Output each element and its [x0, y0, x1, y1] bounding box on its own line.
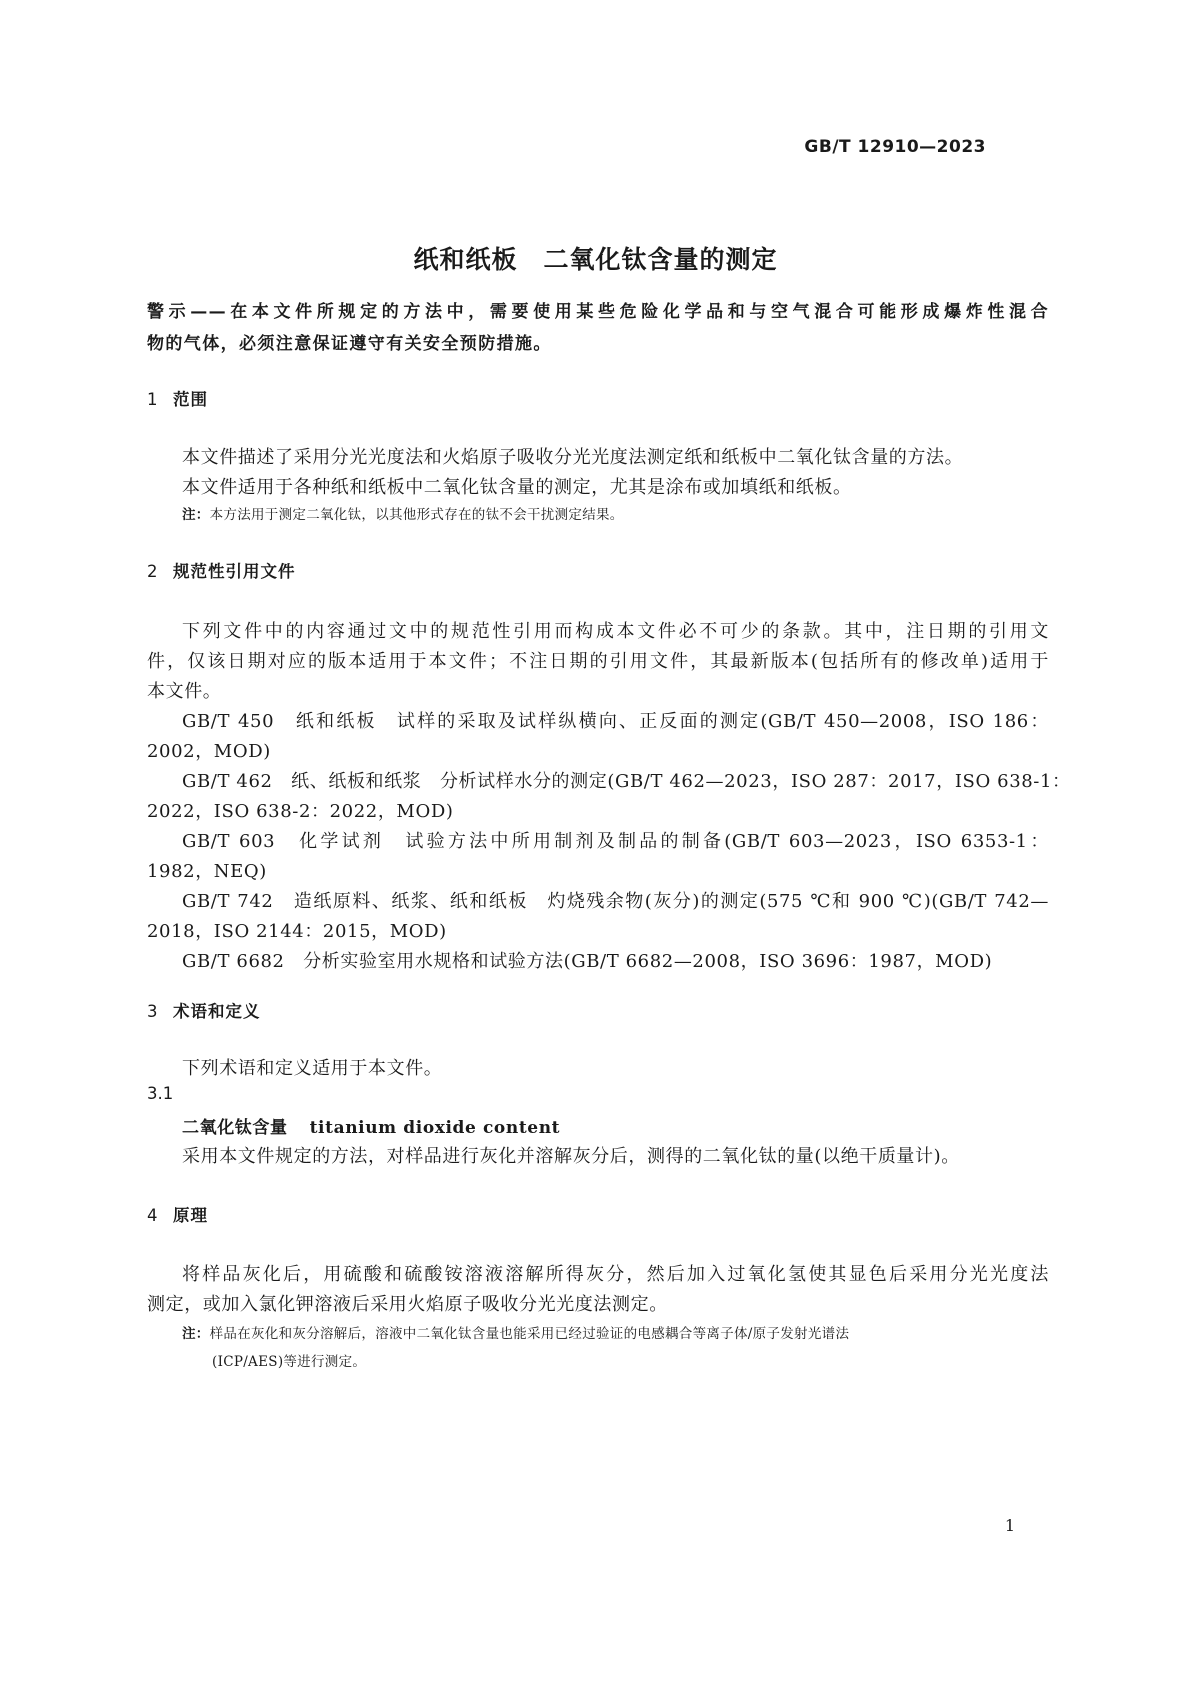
note-text: 本方法用于测定二氧化钛，以其他形式存在的钛不会干扰测定结果。 — [209, 507, 624, 523]
reference-gbt462-line-2: 2022，ISO 638-2：2022，MOD) — [147, 801, 454, 822]
term-number: 3.1 — [147, 1084, 174, 1103]
section-1-heading — [147, 386, 208, 410]
page-number: 1 — [1004, 1516, 1015, 1535]
section-number: 4 — [147, 1206, 159, 1225]
term-chinese: 二氧化钛含量 — [182, 1118, 288, 1138]
note-label: 注： — [182, 1326, 210, 1342]
standard-code: GB/T 12910—2023 — [804, 137, 986, 157]
reference-gbt450-line-1: GB/T 450 纸和纸板 试样的采取及试样纵横向、正反面的测定(GB/T 450—2008，ISO 186： — [182, 711, 1049, 732]
principle-line-1: 将样品灰化后，用硫酸和硫酸铵溶液溶解所得灰分，然后加入过氧化氢使其显色后采用分光光度法 — [182, 1264, 1049, 1285]
principle-note-line-1 — [182, 1322, 849, 1342]
principle-line-2: 测定，或加入氯化钾溶液后采用火焰原子吸收分光光度法测定。 — [147, 1294, 668, 1315]
references-intro-line-1: 下列文件中的内容通过文中的规范性引用而构成本文件必不可少的条款。其中，注日期的引用文 — [182, 621, 1049, 642]
section-title: 术语和定义 — [173, 1002, 261, 1021]
reference-gbt742-line-1: GB/T 742 造纸原料、纸浆、纸和纸板 灼烧残余物(灰分)的测定(575 ℃和 900 ℃)(GB/T 742— — [182, 891, 1049, 912]
scope-paragraph-1: 本文件描述了采用分光光度法和火焰原子吸收分光光度法测定纸和纸板中二氧化钛含量的方法。 — [182, 447, 964, 468]
reference-gbt6682: GB/T 6682 分析实验室用水规格和试验方法(GB/T 6682—2008，ISO 3696：1987，MOD) — [182, 951, 993, 972]
reference-gbt462-line-1: GB/T 462 纸、纸板和纸浆 分析试样水分的测定(GB/T 462—2023，ISO 287：2017，ISO 638-1： — [182, 771, 1071, 792]
section-number: 3 — [147, 1002, 159, 1021]
term-definition: 采用本文件规定的方法，对样品进行灰化并溶解灰分后，测得的二氧化钛的量(以绝干质量计)。 — [182, 1146, 960, 1167]
warning-line-1: 警示——在本文件所规定的方法中，需要使用某些危险化学品和与空气混合可能形成爆炸性混合 — [147, 302, 1049, 322]
section-2-heading — [147, 558, 296, 582]
section-number: 2 — [147, 562, 159, 581]
section-4-heading — [147, 1202, 208, 1226]
reference-gbt603-line-2: 1982，NEQ) — [147, 861, 267, 882]
section-title: 范围 — [173, 390, 208, 409]
note-label: 注： — [182, 507, 210, 523]
section-title: 原理 — [173, 1206, 208, 1225]
references-intro-line-3: 本文件。 — [147, 681, 222, 702]
reference-gbt603-line-1: GB/T 603 化学试剂 试验方法中所用制剂及制品的制备(GB/T 603—2023，ISO 6353-1： — [182, 831, 1049, 852]
section-3-heading — [147, 998, 261, 1022]
reference-gbt450-line-2: 2002，MOD) — [147, 741, 271, 762]
reference-gbt742-line-2: 2018，ISO 2144：2015，MOD) — [147, 921, 447, 942]
note-text: 样品在灰化和灰分溶解后，溶液中二氧化钛含量也能采用已经过验证的电感耦合等离子体/原子发射光谱法 — [209, 1326, 850, 1342]
section-title: 规范性引用文件 — [173, 562, 296, 581]
scope-note — [182, 503, 624, 523]
principle-note-line-2: (ICP/AES)等进行测定。 — [212, 1354, 367, 1370]
terms-intro: 下列术语和定义适用于本文件。 — [182, 1058, 443, 1079]
scope-paragraph-2: 本文件适用于各种纸和纸板中二氧化钛含量的测定，尤其是涂布或加填纸和纸板。 — [182, 477, 852, 498]
references-intro-line-2: 件，仅该日期对应的版本适用于本文件；不注日期的引用文件，其最新版本(包括所有的修改单)适用于 — [147, 651, 1049, 672]
warning-line-2: 物的气体，必须注意保证遵守有关安全预防措施。 — [147, 334, 552, 354]
term-entry — [182, 1113, 560, 1138]
term-english: titanium dioxide content — [309, 1118, 561, 1138]
section-number: 1 — [147, 390, 159, 409]
document-title: 纸和纸板 二氧化钛含量的测定 — [413, 245, 778, 274]
